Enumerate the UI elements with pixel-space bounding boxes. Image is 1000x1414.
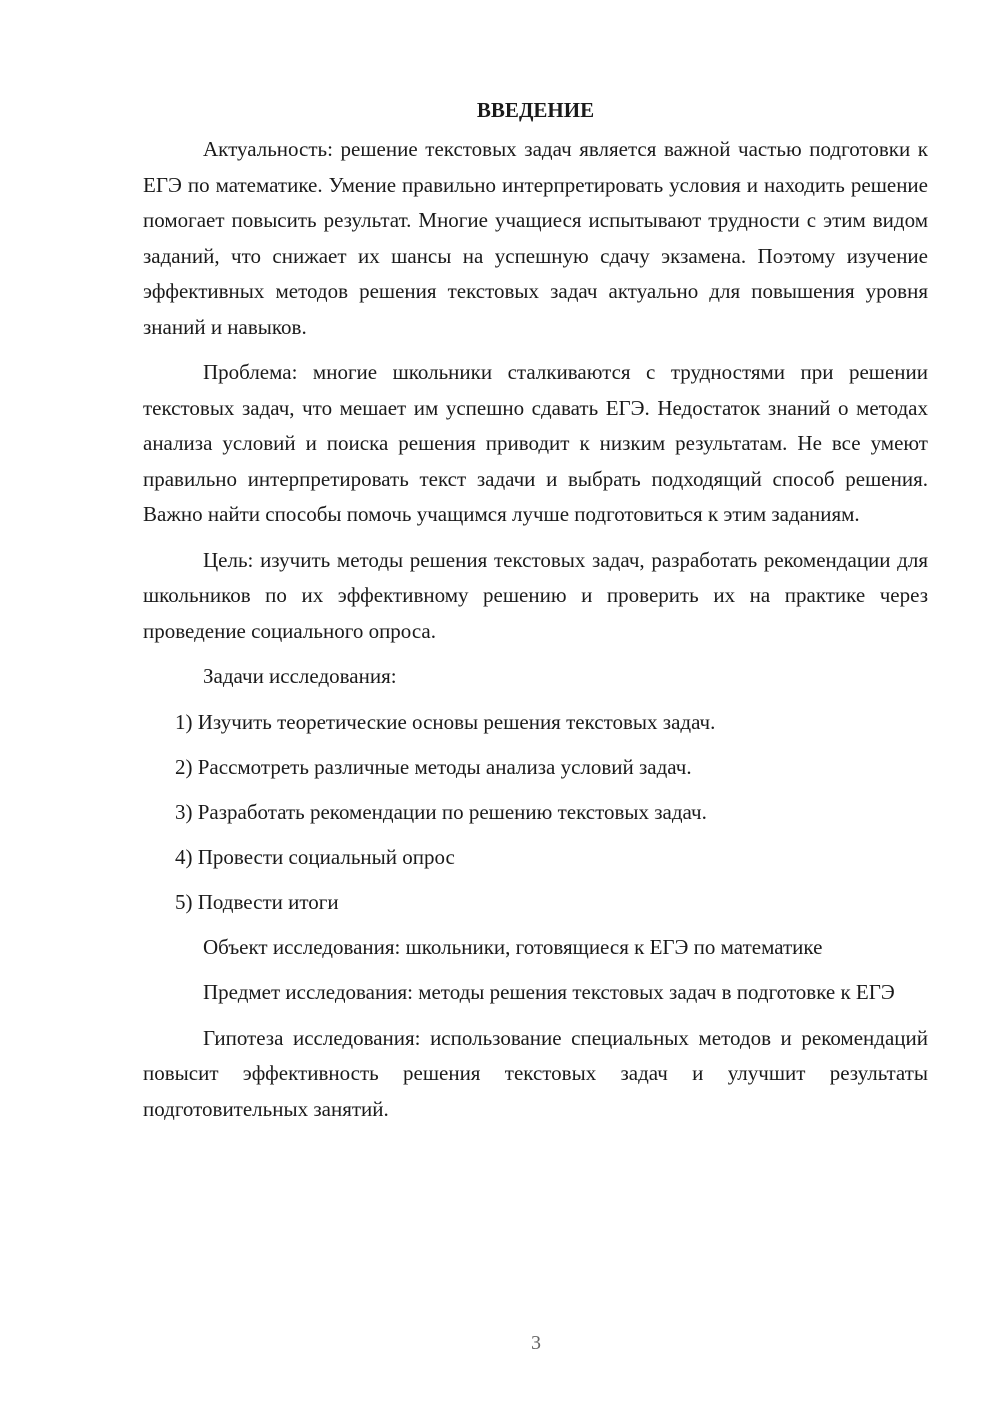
paragraph-problem: Проблема: многие школьники сталкиваются с трудностями при решении текстовых задач, что мешает им успешно сдавать ЕГЭ. Недостаток знаний о методах анализа условий и поиска решения приводит к низким результатам. Не все умеют правильно интерпретировать текст задачи и выбрать подходящий способ решения. Важно найти способы помочь учащимся лучше подготовиться к этим заданиям. [143, 360, 928, 526]
paragraph-subject: Предмет исследования: методы решения текстовых задач в подготовке к ЕГЭ [203, 980, 895, 1004]
list-item: 4) Провести социальный опрос [175, 844, 455, 869]
paragraph-relevance: Актуальность: решение текстовых задач является важной частью подготовки к ЕГЭ по математике. Умение правильно интерпретировать условия и находить решение помогает повысить результат. Многие учащиеся испытывают трудности с этим видом заданий, что снижает их шансы на успешную сдачу экзамена. Поэтому изучение эффективных методов решения текстовых задач актуально для повышения уровня знаний и навыков. [143, 137, 928, 339]
page-content [143, 92, 928, 1137]
list-item: 5) Подвести итоги [175, 889, 339, 914]
list-item: 1) Изучить теоретические основы решения текстовых задач. [175, 709, 716, 734]
paragraph-goal: Цель: изучить методы решения текстовых задач, разработать рекомендации для школьников по их эффективному решению и проверить их на практике через проведение социального опроса. [143, 547, 928, 643]
section-heading: ВВЕДЕНИЕ [476, 98, 595, 122]
page-number: 3 [531, 1332, 541, 1354]
paragraph-object: Объект исследования: школьники, готовящиеся к ЕГЭ по математике [203, 934, 823, 959]
list-item: 3) Разработать рекомендации по решению текстовых задач. [175, 799, 707, 824]
list-item: 2) Рассмотреть различные методы анализа условий задач. [175, 754, 692, 779]
paragraph-hypothesis: Гипотеза исследования: использование специальных методов и рекомендаций повысит эффективность решения текстовых задач и улучшит результаты подготовительных занятий. [143, 1025, 928, 1121]
paragraph-tasks-intro: Задачи исследования: [203, 664, 397, 688]
tasks-list [143, 705, 928, 921]
